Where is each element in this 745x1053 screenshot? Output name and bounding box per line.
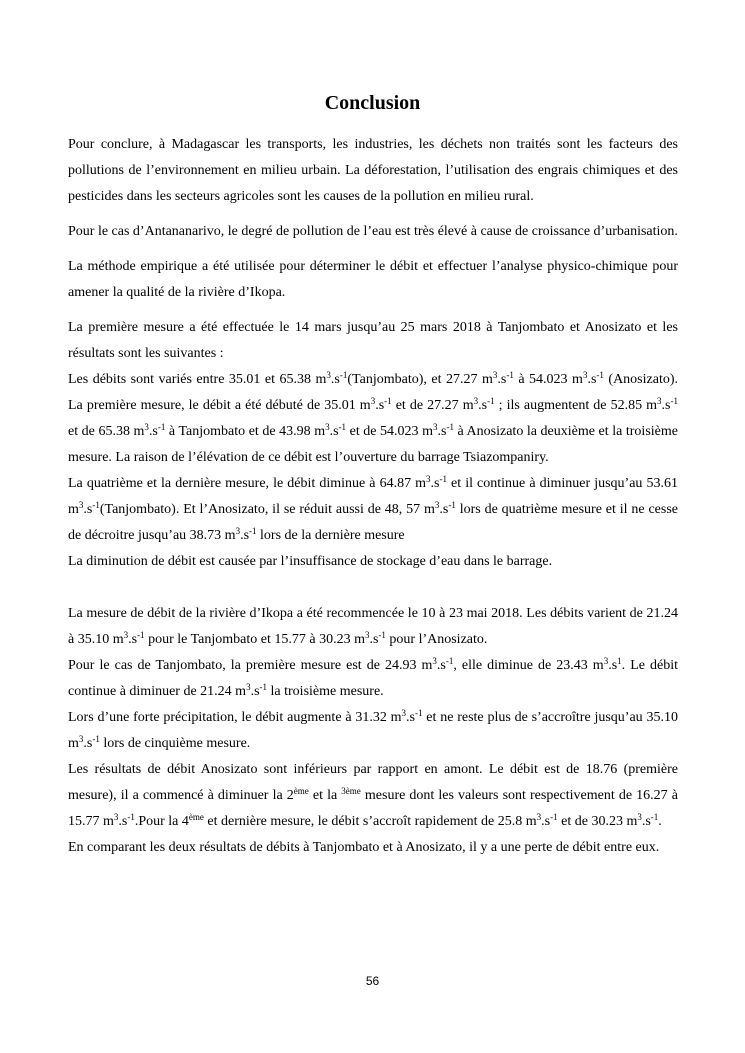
document-body bbox=[68, 132, 678, 861]
page-number: 56 bbox=[365, 974, 380, 988]
paragraph-6: La quatrième et la dernière mesure, le débit diminue à 64.87 $m^3.s^{-1}$ et il continue à diminuer jusqu’au 53.61 $m^3.s^{-1}(Tanjombato)$. Et l’Anosizato, il se réduit aussi de 48, 57 $m^3.s^{-1}$ lors de quatrième mesure et il ne cesse de décroitre jusqu’au 38.73 $m^3.s^{-1}$ lors de la dernière mesure bbox=[68, 474, 679, 543]
paragraph-10: Lors d’une forte précipitation, le débit augmente à 31.32 $m^3.s^{-1}$ et ne reste plus de s’accroître jusqu’au 35.10 $m^3.s^{-1}$ lors de cinquième mesure. bbox=[68, 708, 678, 751]
paragraph-5: Les débits sont variés entre 35.01 et 65.38 $m^3.s^{-1}(Tanjombato)$, et 27.27 $m^3.s^{-1}$ à 54.023 $m^3.s^{-1}$ (Anosizato). La première mesure, le débit a été débuté de 35.01 $m^3.s^{-1}$ et de 27.27 $m^3.s^{-1}$ ; ils augmentent de 52.85 $m^3.s^{-1}$ et de 65.38 $m^3.s^{-1}$ à Tanjombato et de 43.98 $m^3.s^{-1}$ et de 54.023 $m^3.s^{-1}$ à Anosizato la deuxième et la troisième mesure. La raison de l’élévation de ce débit est l’ouverture du barrage Tsiazompaniry. bbox=[68, 370, 678, 465]
paragraph-4: La première mesure a été effectuée le 14 mars jusqu’au 25 mars 2018 à Tanjombato et Anosizato et les résultats sont les suivantes : bbox=[68, 320, 678, 361]
paragraph-11: Les résultats de débit Anosizato sont inférieurs par rapport en amont. Le débit est de 18.76 (première mesure), il a commencé à diminuer la 2ème et la $^{3ème}$ mesure dont les valeurs sont respectivement de 16.27 à 15.77 $m^3.s^{-1}.Pour$ la 4ème et dernière mesure, le débit s’accroît rapidement de 25.8 $m^3.s^{-1}$ et de 30.23 $m^3.s^{-1}$. bbox=[68, 762, 678, 829]
paragraph-9: Pour le cas de Tanjombato, la première mesure est de 24.93 $m^3.s^{-1}$, elle diminue de 23.43 $m^3.s^1$. Le débit continue à diminuer de 21.24 $m^3.s^{-1}$ la troisième mesure. bbox=[68, 656, 678, 699]
blank-line bbox=[68, 575, 678, 601]
paragraph-8: La mesure de débit de la rivière d’Ikopa a été recommencée le 10 à 23 mai 2018. Les débits varient de 21.24 à 35.10 $m^3.s^{-1}$ pour le Tanjombato et 15.77 à 30.23 $m^3.s^{-1}$ pour l’Anosizato. bbox=[68, 606, 678, 647]
paragraph-12: En comparant les deux résultats de débits à Tanjombato et à Anosizato, il y a une perte de débit entre eux. bbox=[68, 840, 660, 855]
paragraph-1: Pour conclure, à Madagascar les transports, les industries, les déchets non traités sont les facteurs des pollutions de l’environnement en milieu urbain. La déforestation, l’utilisation des engrais chimiques et des pesticides dans les secteurs agricoles sont les causes de la pollution en milieu rural. bbox=[68, 137, 678, 204]
paragraph-3: La méthode empirique a été utilisée pour déterminer le débit et effectuer l’analyse physico-chimique pour amener la qualité de la rivière d’Ikopa. bbox=[68, 259, 678, 300]
page-title: Conclusion bbox=[324, 92, 421, 114]
paragraph-2: Pour le cas d’Antananarivo, le degré de pollution de l’eau est très élevé à cause de croissance d’urbanisation. bbox=[68, 224, 678, 239]
paragraph-7: La diminution de débit est causée par l’insuffisance de stockage d’eau dans le barrage. bbox=[68, 554, 553, 569]
